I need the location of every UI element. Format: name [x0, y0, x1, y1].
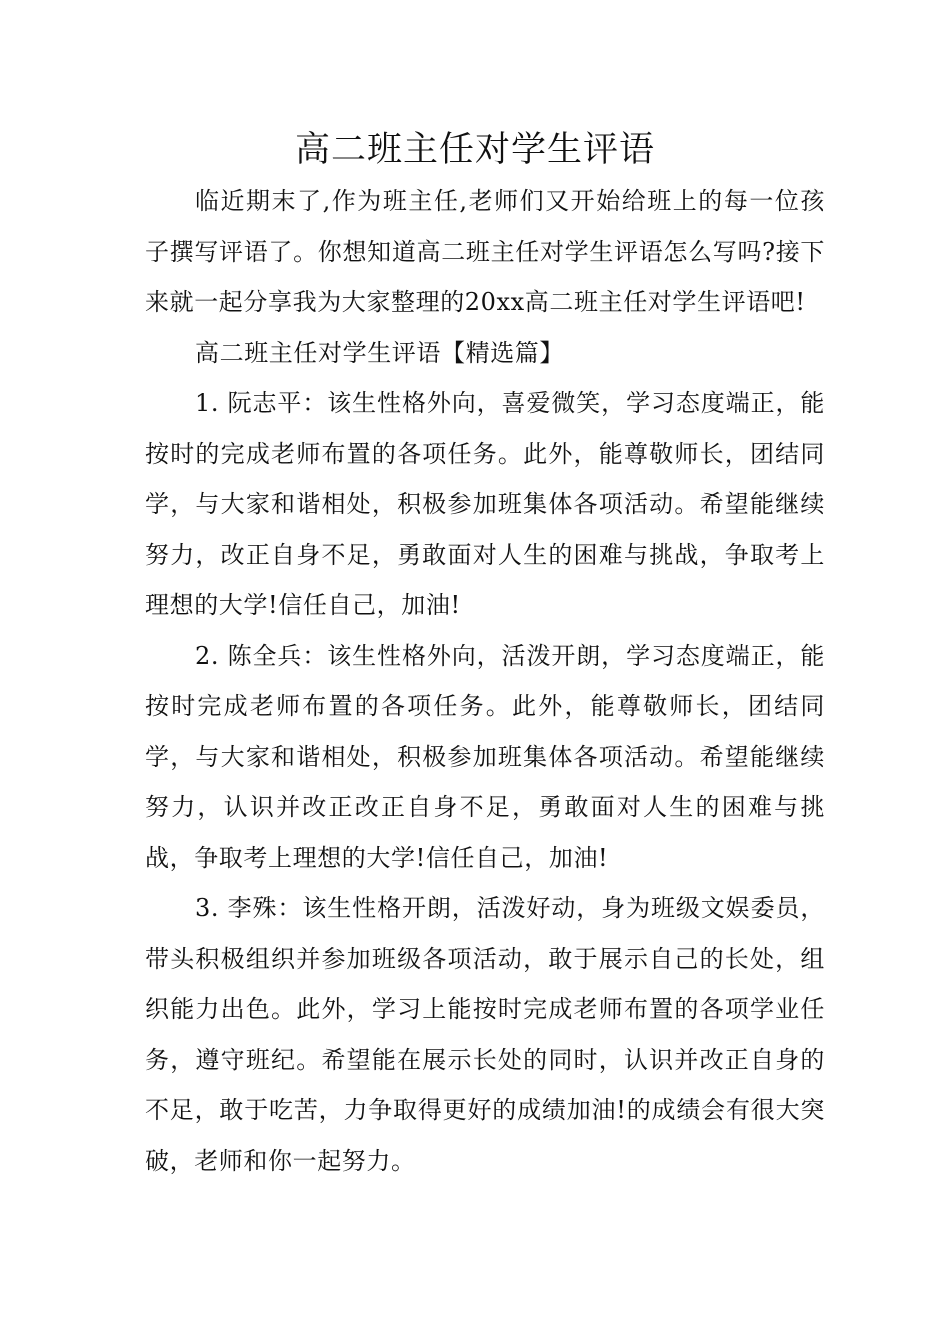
document-title: 高二班主任对学生评语	[294, 130, 655, 170]
document-body	[145, 176, 825, 1186]
comment-paragraph-2: 2. 陈全兵：该生性格外向，活泼开朗，学习态度端正，能按时完成老师布置的各项任务。此外，能尊敬师长，团结同学，与大家和谐相处，积极参加班集体各项活动。希望能继续努力，认识并改正改正自身不足，勇敢面对人生的困难与挑战，争取考上理想的大学!信任自己，加油!	[145, 641, 825, 872]
comment-paragraph-3: 3. 李殊：该生性格开朗，活泼好动，身为班级文娱委员，带头积极组织并参加班级各项活动，敢于展示自己的长处，组织能力出色。此外，学习上能按时完成老师布置的各项学业任务，遵守班纪。希望能在展示长处的同时，认识并改正自身的不足，敢于吃苦，力争取得更好的成绩加油!的成绩会有很大突破，老师和你一起努力。	[145, 894, 825, 1175]
section-heading: 高二班主任对学生评语【精选篇】	[195, 338, 564, 367]
intro-paragraph: 临近期末了,作为班主任,老师们又开始给班上的每一位孩子撰写评语了。你想知道高二班主任对学生评语怎么写吗?接下来就一起分享我为大家整理的20xx高二班主任对学生评语吧!	[145, 187, 825, 316]
comment-paragraph-1: 1. 阮志平：该生性格外向，喜爱微笑，学习态度端正，能按时的完成老师布置的各项任务。此外，能尊敬师长，团结同学，与大家和谐相处，积极参加班集体各项活动。希望能继续努力，改正自身不足，勇敢面对人生的困难与挑战，争取考上理想的大学!信任自己，加油!	[145, 389, 825, 619]
